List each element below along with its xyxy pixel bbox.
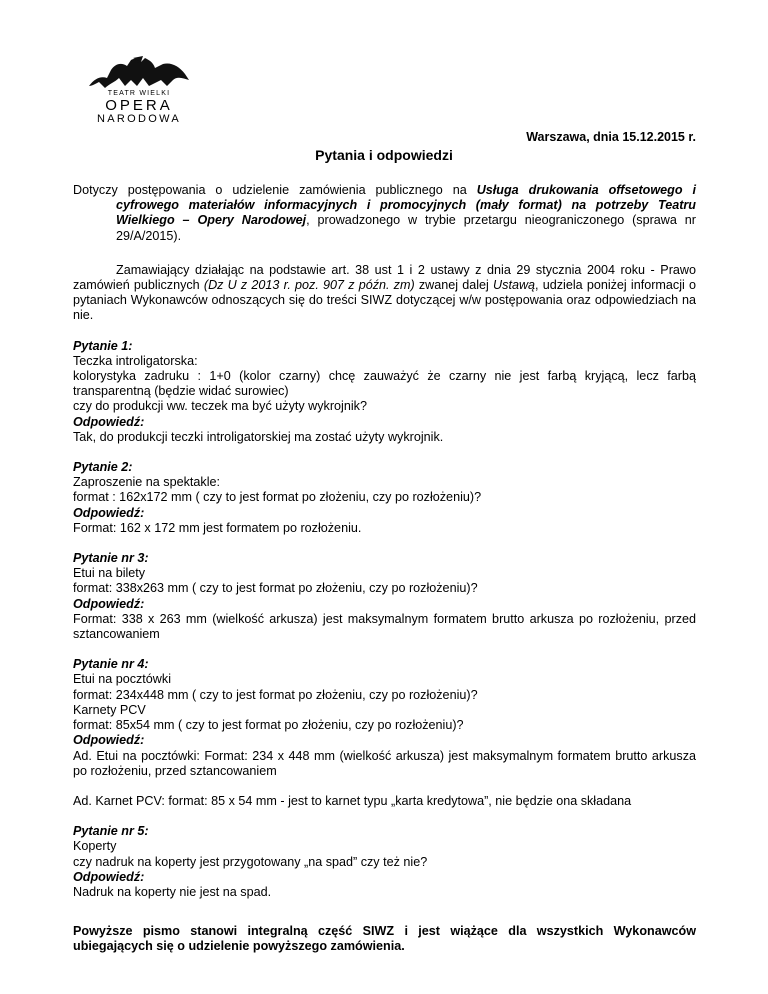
answer-heading: Odpowiedź: xyxy=(73,596,145,611)
answer-heading: Odpowiedź: xyxy=(73,733,145,748)
answer-text: Format: 338 x 263 mm (wielkość arkusza) jest maksymalnym formatem brutto arkusza po rozłożeniu, przed sztancowaniem xyxy=(73,611,696,642)
answer-heading: Odpowiedź: xyxy=(73,414,145,429)
question-line: format: 234x448 mm ( czy to jest format po złożeniu, czy po rozłożeniu)? xyxy=(73,687,478,702)
question-heading: Pytanie 1: xyxy=(73,338,133,353)
question-line: Koperty xyxy=(73,839,117,854)
document-body xyxy=(73,183,696,967)
question-line: czy nadruk na koperty jest przygotowany „na spad” czy też nie? xyxy=(73,854,428,869)
answer-text: Ad. Etui na pocztówki: Format: 234 x 448 mm (wielkość arkusza) jest maksymalnym formatem brutto arkusza po rozłożeniu, przed sztancowaniem xyxy=(73,748,696,778)
question-3 xyxy=(73,551,696,642)
question-line: Zaproszenie na spektakle: xyxy=(73,475,221,490)
question-heading: Pytanie 2: xyxy=(73,460,133,475)
logo-line-1: TEATR WIELKI xyxy=(107,90,171,97)
opera-logo xyxy=(84,56,194,125)
closing-statement: Powyższe pismo stanowi integralną część SIWZ i jest wiążące dla wszystkich Wykonawców ubiegających się o udzielenie powyższego zamówienia. xyxy=(73,924,696,954)
legal-ustawa: Ustawą xyxy=(493,278,536,293)
question-line: format: 85x54 mm ( czy to jest format po złożeniu, czy po rozłożeniu)? xyxy=(73,718,464,733)
question-line: Etui na bilety xyxy=(73,566,146,581)
question-line: format : 162x172 mm ( czy to jest format po złożeniu, czy po rozłożeniu)? xyxy=(73,490,482,505)
intro-subject: Usługa drukowania offsetowego i cyfrowego materiałów informacyjnych i promocyjnych (mały format) na potrzeby Teatru Wielkiego – Opery Narodowej xyxy=(116,183,696,228)
question-1 xyxy=(73,339,696,445)
legal-text-3: , udziela poniżej informacji o pytaniach Wykonawców odnoszących się do treści SIWZ dotyczącej w/w postępowania oraz odpowiedziach na nie. xyxy=(73,278,696,323)
answer-text: Nadruk na koperty nie jest na spad. xyxy=(73,884,272,899)
question-line: format: 338x263 mm ( czy to jest format po złożeniu, czy po rozłożeniu)? xyxy=(73,581,478,596)
answer-heading: Odpowiedź: xyxy=(73,869,145,884)
answer-text: Tak, do produkcji teczki introligatorskiej ma zostać użyty wykrojnik. xyxy=(73,429,444,444)
answer-heading: Odpowiedź: xyxy=(73,505,145,520)
intro-prefix: Dotyczy postępowania o udzielenie zamówienia publicznego na xyxy=(73,183,477,197)
question-heading: Pytanie nr 5: xyxy=(73,824,149,839)
page-title: Pytania i odpowiedzi xyxy=(315,147,453,163)
document-date: Warszawa, dnia 15.12.2015 r. xyxy=(526,130,696,144)
question-line: Teczka introligatorska: xyxy=(73,353,198,368)
legal-basis-paragraph xyxy=(73,263,696,324)
question-line: Etui na pocztówki xyxy=(73,672,172,687)
question-4 xyxy=(73,657,696,809)
logo-line-3: NARODOWA xyxy=(97,113,181,125)
answer-text: Format: 162 x 172 mm jest formatem po rozłożeniu. xyxy=(73,520,362,535)
intro-paragraph xyxy=(73,183,696,244)
question-heading: Pytanie nr 3: xyxy=(73,551,149,566)
legal-citation: (Dz U z 2013 r. poz. 907 z późn. zm) xyxy=(203,278,415,293)
answer-text-2: Ad. Karnet PCV: format: 85 x 54 mm - jest to karnet typu „karta kredytowa”, nie będzie ona składana xyxy=(73,793,632,808)
legal-text-2: zwanej dalej xyxy=(414,278,494,293)
question-heading: Pytanie nr 4: xyxy=(73,657,149,672)
quadriga-icon xyxy=(87,56,191,90)
intro-suffix: , prowadzonego w trybie przetargu nieograniczonego (sprawa nr 29/A/2015). xyxy=(116,213,696,243)
question-2 xyxy=(73,460,696,536)
question-line: czy do produkcji ww. teczek ma być użyty wykrojnik? xyxy=(73,399,367,414)
question-line: Karnety PCV xyxy=(73,702,146,717)
question-5 xyxy=(73,824,696,900)
logo-line-2: OPERA xyxy=(105,97,173,114)
question-line: kolorystyka zadruku : 1+0 (kolor czarny) chcę zauważyć że czarny nie jest farbą kryjącą, lecz farbą transparentną (będzie widać surowiec) xyxy=(73,369,696,399)
legal-text-1: Zamawiający działając na podstawie art. 38 ust 1 i 2 ustawy z dnia 29 stycznia 2004 roku - Prawo zamówień publicznych xyxy=(73,262,696,293)
